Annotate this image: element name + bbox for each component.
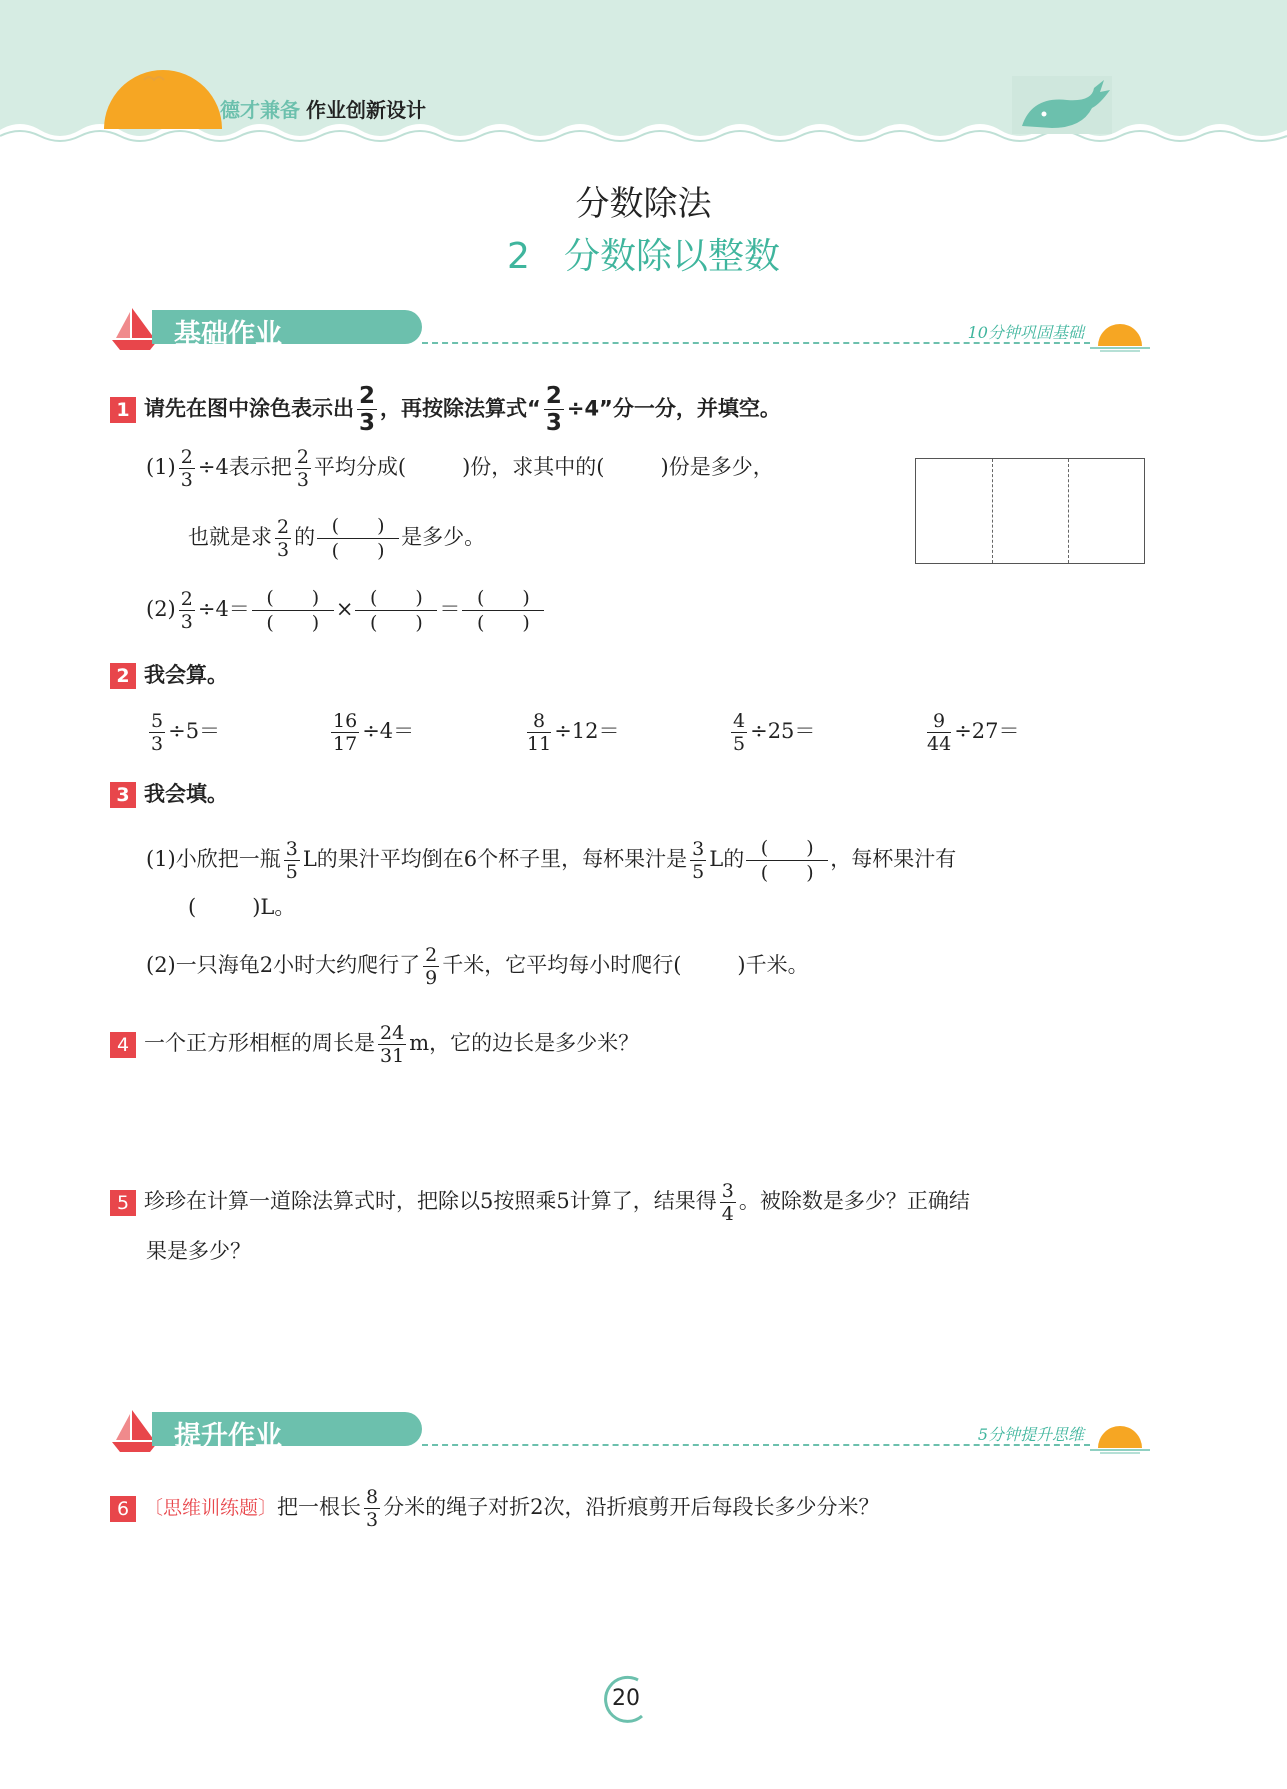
denominator: 3 xyxy=(180,611,193,633)
q4-text: 一个正方形相框的周长是 xyxy=(144,1031,375,1055)
times-sign: × xyxy=(335,597,354,621)
operation: ÷25＝ xyxy=(750,719,816,743)
numerator-blank: ( ) xyxy=(355,586,437,611)
numerator: 16 xyxy=(333,710,358,732)
q1-p1-text: )份，求其中的( xyxy=(462,455,605,479)
operation: ÷27＝ xyxy=(954,719,1020,743)
denominator: 3 xyxy=(180,469,193,491)
numerator: 8 xyxy=(527,710,551,733)
numerator: 2 xyxy=(545,383,562,409)
brand-b: 作业创新设计 xyxy=(306,98,426,122)
numerator: 2 xyxy=(180,446,193,468)
fraction xyxy=(364,1486,380,1531)
numerator: 4 xyxy=(733,710,746,732)
operation: ÷5＝ xyxy=(168,719,221,743)
dashed-divider xyxy=(992,459,993,563)
denominator: 3 xyxy=(545,410,562,436)
section-basic-label: 基础作业 xyxy=(174,319,282,350)
numerator: 2 xyxy=(425,944,438,966)
numerator: 2 xyxy=(180,588,193,610)
dashed-divider xyxy=(1068,459,1069,563)
q1-part1-line2 xyxy=(188,514,485,563)
denominator: 3 xyxy=(296,469,309,491)
denominator: 3 xyxy=(151,733,164,755)
q2-item xyxy=(328,710,414,755)
q5-text: 。被除数是多少？正确结 xyxy=(738,1189,970,1213)
equals-sign: ＝ xyxy=(439,597,461,621)
q5-line2: 果是多少？ xyxy=(146,1239,251,1263)
brand-a: 德才兼备 xyxy=(220,98,300,122)
numerator-blank: ( ) xyxy=(746,836,828,861)
denominator: 3 xyxy=(359,410,376,436)
fraction xyxy=(284,838,300,883)
q4-text: m，它的边长是多少米？ xyxy=(409,1031,640,1055)
q5-stem xyxy=(110,1180,970,1225)
q2-item xyxy=(728,710,815,755)
q3-p1-text: )L。 xyxy=(252,895,296,919)
operation: ÷12＝ xyxy=(554,719,620,743)
q2-number: 2 xyxy=(110,663,136,689)
q3-p2-text: 千米，它平均每小时爬行( xyxy=(442,953,682,977)
operation: ÷4＝ xyxy=(362,719,415,743)
shading-rectangle[interactable] xyxy=(915,458,1145,564)
q1-fraction-2 xyxy=(544,383,564,436)
denominator: 31 xyxy=(380,1045,405,1067)
q3-number: 3 xyxy=(110,782,136,808)
q3-p1-text: ，每杯果汁有 xyxy=(830,847,957,871)
lesson-subtitle: 分数除以整数 xyxy=(563,236,780,277)
denominator-blank: ( ) xyxy=(477,612,530,634)
denominator-blank: ( ) xyxy=(370,612,423,634)
q2-item xyxy=(524,710,620,755)
denominator: 3 xyxy=(277,539,290,561)
numerator: 3 xyxy=(692,838,705,860)
fraction xyxy=(720,1180,736,1225)
numerator: 9 xyxy=(927,710,951,733)
q1-number: 1 xyxy=(110,397,136,423)
brand xyxy=(220,94,426,123)
fraction xyxy=(690,838,706,883)
answer-fraction-blank[interactable] xyxy=(746,836,828,885)
q3-part2 xyxy=(146,944,809,989)
q1-p1-text: ÷4表示把 xyxy=(197,455,292,479)
q2-item xyxy=(146,710,220,755)
denominator: 11 xyxy=(527,733,552,755)
page-number xyxy=(598,1672,654,1728)
small-sun-icon xyxy=(1090,320,1150,352)
fraction xyxy=(423,944,439,989)
denominator: 17 xyxy=(333,733,358,755)
q1-p1-label: (1) xyxy=(146,455,176,479)
q1-p1-text: 的 xyxy=(294,525,316,549)
answer-fraction-blank[interactable] xyxy=(355,586,437,635)
q3-text: 我会填。 xyxy=(144,782,228,806)
fraction xyxy=(149,710,165,755)
q3-p1-text: (1)小欣把一瓶 xyxy=(146,847,281,871)
q3-p1-text: ( xyxy=(188,895,197,919)
q1-text-b: ，再按除法算式“ xyxy=(380,396,541,421)
q5-text: 珍珍在计算一道除法算式时，把除以5按照乘5计算了，结果得 xyxy=(144,1189,717,1213)
small-sun-icon xyxy=(1090,1422,1150,1454)
numerator: 2 xyxy=(277,516,290,538)
q1-text-c: ÷4”分一分，并填空。 xyxy=(566,396,781,421)
q6-stem xyxy=(110,1486,879,1531)
lesson-number: 2 xyxy=(507,236,530,277)
q6-number: 6 xyxy=(110,1496,136,1522)
denominator-blank: ( ) xyxy=(331,540,385,562)
numerator-blank: ( ) xyxy=(317,514,399,539)
numerator-blank: ( ) xyxy=(252,586,334,611)
fraction xyxy=(179,588,195,633)
q1-p1-text: 也就是求 xyxy=(188,525,272,549)
q3-p1-text: L的 xyxy=(709,847,745,871)
page-title: 分数除法 xyxy=(575,184,712,224)
fraction xyxy=(527,710,551,755)
fraction xyxy=(295,446,311,491)
page-number-text: 20 xyxy=(612,1686,640,1711)
sun-icon xyxy=(104,70,222,129)
section-advanced-note: 5分钟提升思维 xyxy=(977,1425,1084,1444)
q2-stem xyxy=(110,660,228,690)
numerator: 5 xyxy=(151,710,164,732)
q6-text: 分米的绳子对折2次，沿折痕剪开后每段长多少分米？ xyxy=(383,1495,880,1519)
q5-number: 5 xyxy=(110,1190,136,1216)
fraction xyxy=(275,516,291,561)
q1-p1-text: 是多少。 xyxy=(401,525,486,549)
q3-p1-text: L的果汁平均倒在6个杯子里，每杯果汁是 xyxy=(302,847,688,871)
q6-tag: 〔思维训练题〕 xyxy=(144,1497,278,1519)
fraction xyxy=(731,710,747,755)
q3-stem xyxy=(110,779,228,809)
denominator: 5 xyxy=(285,861,298,883)
denominator: 5 xyxy=(692,861,705,883)
fraction xyxy=(179,446,195,491)
denominator-blank: ( ) xyxy=(266,612,320,634)
q3-part1 xyxy=(146,836,956,885)
section-basic-bar xyxy=(110,306,1150,352)
q1-p2-label: (2) xyxy=(146,597,176,621)
q1-stem xyxy=(110,383,781,436)
q3-p2-text: (2)一只海龟2小时大约爬行了 xyxy=(146,953,421,977)
numerator: 2 xyxy=(296,446,309,468)
denominator: 3 xyxy=(366,1509,379,1531)
fraction xyxy=(927,710,951,755)
section-basic-note: 10分钟巩固基础 xyxy=(967,323,1084,342)
q3-part1-line2 xyxy=(188,892,295,922)
denominator-blank: ( ) xyxy=(760,862,814,884)
q4-number: 4 xyxy=(110,1032,136,1058)
q1-p1-text: 平均分成( xyxy=(313,455,407,479)
denominator: 9 xyxy=(425,967,438,989)
section-advanced-label: 提升作业 xyxy=(174,1421,282,1452)
whale-icon xyxy=(1012,76,1112,134)
answer-fraction-blank[interactable] xyxy=(462,586,544,635)
q1-text-a: 请先在图中涂色表示出 xyxy=(144,396,354,421)
numerator-blank: ( ) xyxy=(462,586,544,611)
q1-fraction xyxy=(357,383,377,436)
numerator: 2 xyxy=(359,383,376,409)
denominator: 44 xyxy=(927,733,952,755)
numerator: 3 xyxy=(285,838,298,860)
numerator: 24 xyxy=(380,1022,405,1044)
section-advanced-bar xyxy=(110,1408,1150,1454)
denominator: 4 xyxy=(721,1203,734,1225)
q3-p2-text: )千米。 xyxy=(737,953,809,977)
q2-text: 我会算。 xyxy=(144,663,228,687)
q1-part2 xyxy=(146,586,546,635)
q4-stem xyxy=(110,1022,639,1067)
section-basic-tag xyxy=(152,310,422,350)
q1-p2-text: ÷4＝ xyxy=(197,597,250,621)
q2-item xyxy=(924,710,1020,755)
lesson-title xyxy=(0,228,1287,279)
q6-text: 把一根长 xyxy=(277,1495,362,1519)
denominator: 5 xyxy=(733,733,746,755)
answer-fraction-blank[interactable] xyxy=(252,586,334,635)
fraction xyxy=(378,1022,406,1067)
fraction xyxy=(331,710,359,755)
q1-p1-text: )份是多少， xyxy=(660,455,774,479)
numerator: 8 xyxy=(366,1486,379,1508)
section-advanced-tag xyxy=(152,1412,422,1452)
answer-fraction-blank[interactable] xyxy=(317,514,399,563)
q1-part1 xyxy=(146,446,774,491)
numerator: 3 xyxy=(721,1180,734,1202)
